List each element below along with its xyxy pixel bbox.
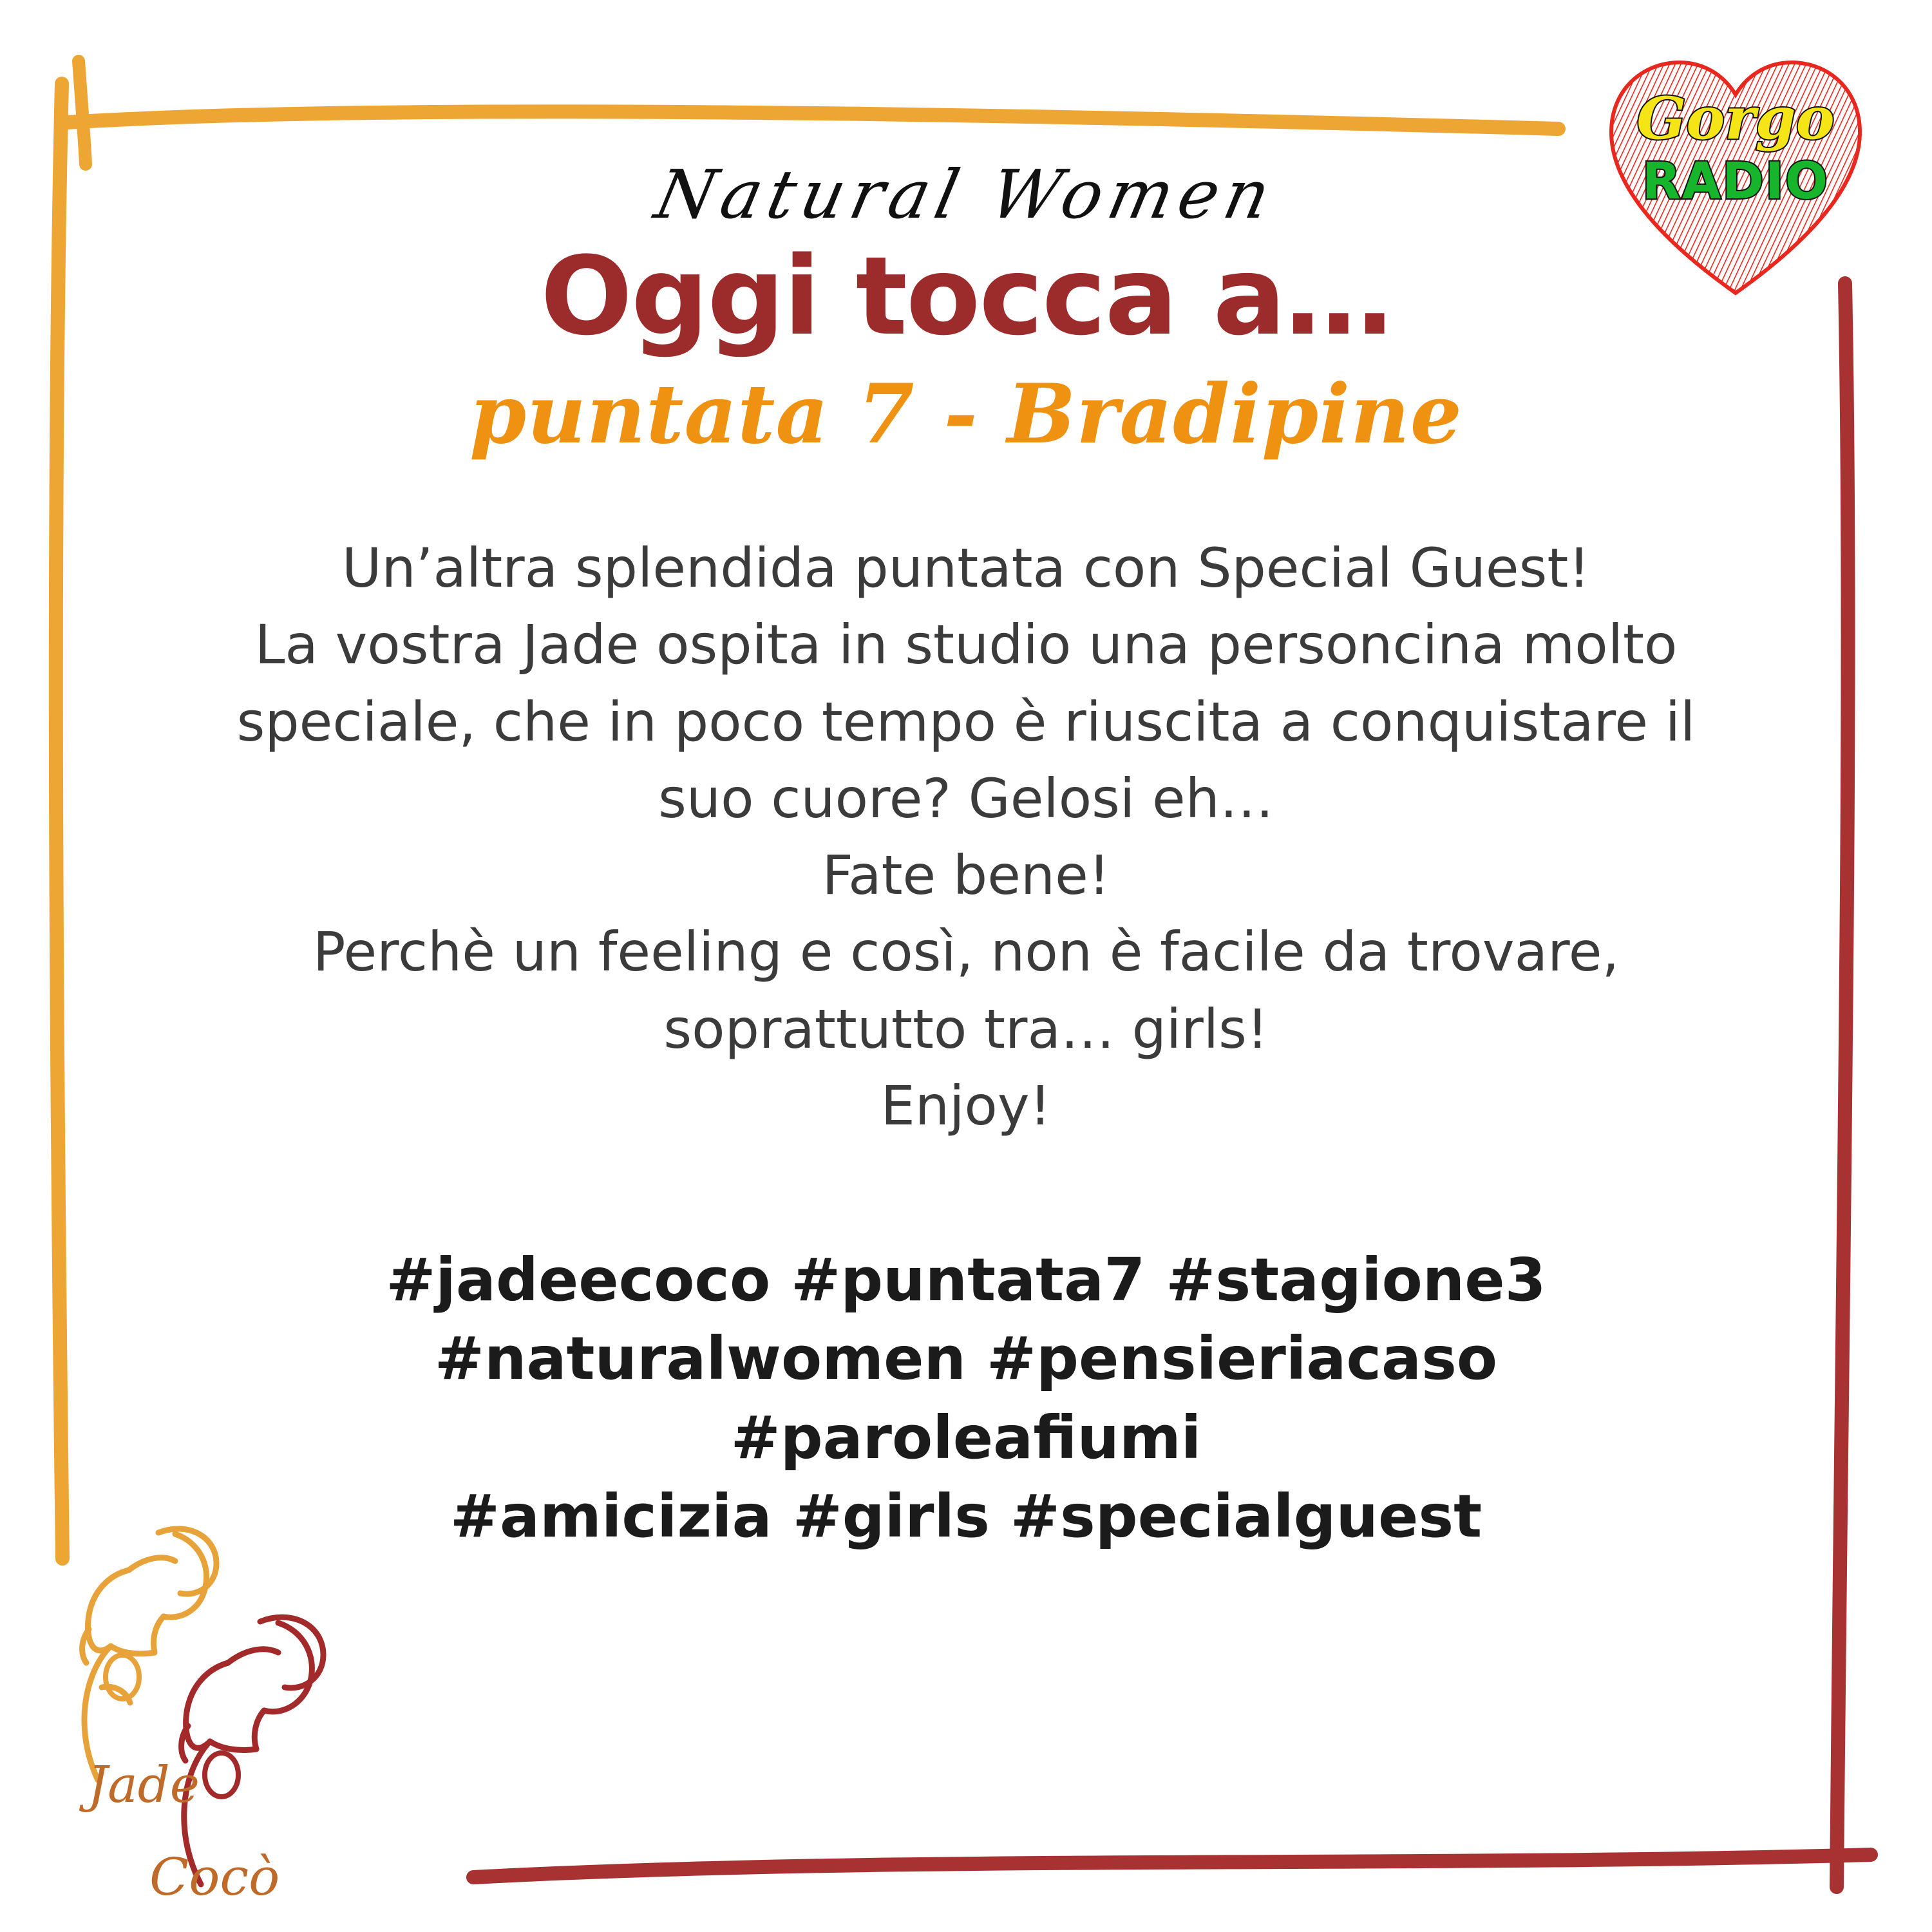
coco-wordmark: Cocò xyxy=(149,1847,280,1906)
script-title: Natural Women xyxy=(649,155,1283,234)
body-line: La vostra Jade ospita in studio una personcina molto xyxy=(254,613,1678,677)
body-line: soprattutto tra… girls! xyxy=(663,997,1269,1061)
body-copy xyxy=(116,530,1816,1144)
woman-profile-orange xyxy=(82,1529,216,1780)
hashtag-line: #amicizia #girls #specialguest xyxy=(450,1482,1482,1551)
headline: Oggi tocca a… xyxy=(540,233,1392,359)
frame-right-stroke xyxy=(1837,283,1848,1887)
body-line: Perchè un feeling e così, non è facile da trovare, xyxy=(312,920,1620,984)
frame-top-left-tick xyxy=(79,61,86,164)
episode-subtitle: puntata 7 - Bradipine xyxy=(469,366,1463,462)
hashtag-block xyxy=(116,1241,1816,1556)
frame-top-stroke xyxy=(68,111,1558,129)
radio-wordmark: RADIO xyxy=(1642,153,1830,211)
poster-content xyxy=(116,155,1816,1557)
frame-bottom-stroke xyxy=(473,1855,1871,1877)
body-line: suo cuore? Gelosi eh… xyxy=(658,766,1274,830)
frame-left-stroke xyxy=(56,84,62,1558)
hashtag-line: #paroleafiumi xyxy=(730,1403,1202,1472)
hashtag-line: #jadeecoco #puntata7 #stagione3 xyxy=(386,1245,1546,1315)
body-line: Un’altra splendida puntata con Special Guest! xyxy=(342,536,1590,600)
jade-wordmark: Jade xyxy=(88,1756,200,1814)
hashtag-line: #naturalwomen #pensieriacaso xyxy=(434,1324,1498,1394)
woman-profile-red xyxy=(182,1617,323,1884)
body-line: speciale, che in poco tempo è riuscita a conquistare il xyxy=(236,690,1696,753)
body-line: Enjoy! xyxy=(880,1074,1052,1137)
body-line: Fate bene! xyxy=(822,844,1110,907)
gorgo-wordmark: Gorgo xyxy=(1636,84,1835,153)
